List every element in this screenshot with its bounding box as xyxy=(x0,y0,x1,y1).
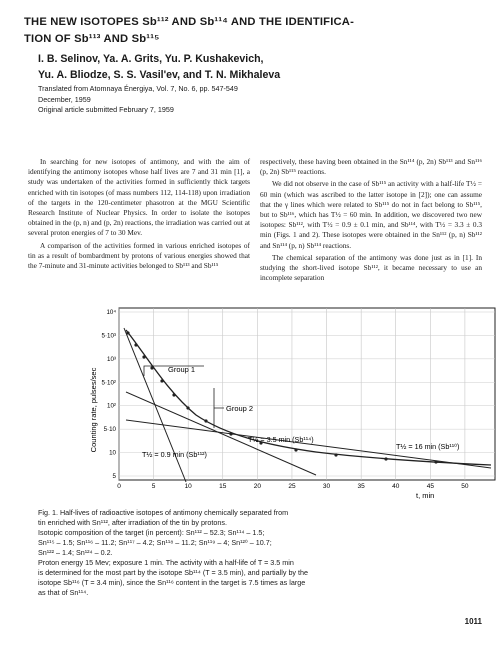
half-life-label-3.5: T½ = 3.5 min (Sb¹¹⁴) xyxy=(248,435,314,444)
left-column xyxy=(28,157,250,273)
x-tick-label: 20 xyxy=(253,483,261,490)
x-axis-ticks xyxy=(117,483,469,490)
authors-line-2: Yu. A. Bliodze, S. S. Vasil'ev, and T. N. Mikhaleva xyxy=(38,69,281,81)
x-axis-label: t, min xyxy=(416,491,435,500)
y-axis-label: Counting rate, pulses/sec xyxy=(89,367,98,453)
y-tick-label: 5·10 xyxy=(103,426,116,434)
x-tick-label: 0 xyxy=(117,483,121,490)
figure-1 xyxy=(86,300,500,505)
data-point xyxy=(334,453,337,456)
data-point xyxy=(172,393,175,396)
half-life-label-16: T½ = 16 min (Sb¹¹⁰) xyxy=(396,442,460,451)
paragraph: We did not observe in the case of Sb¹¹⁵ an activity with a half-life T½ = 60 min (which was ascribed to the latter isotope in [2]); one can assume that the γ lines which were related to Sb¹¹⁵ do not in fact belong to Sb¹¹⁵, but to Sb¹¹⁶, which has T½ = 60 min. In addition, we discovered two new isotopes: Sb¹¹², with T½ = 0.9 ± 0.1 min, and Sb¹¹⁴, with T½ = 3.3 ± 0.3 min (Figs. 1 and 2). These isotopes were obtained in the Sn¹¹² (p, n) Sb¹¹² and Sn¹¹⁴ (p, n) Sb¹¹⁴ reactions. xyxy=(260,179,482,250)
x-tick-label: 50 xyxy=(461,483,469,490)
x-tick-label: 45 xyxy=(426,483,434,490)
component-line-3.5min xyxy=(126,392,316,475)
data-point xyxy=(204,419,207,422)
x-tick-label: 25 xyxy=(288,483,296,490)
data-point xyxy=(134,343,137,346)
y-tick-label: 10² xyxy=(107,402,116,410)
translation-note: Translated from Atomnaya Énergiya, Vol. 7, No. 6, pp. 547-549 xyxy=(38,84,238,93)
paragraph: A comparison of the activities formed in various enriched isotopes of tin as a result of bombardment by protons of various energies showed that the 7-minute and 31-minute activities belonged to Sb¹¹³ and Sb¹¹⁵ xyxy=(28,240,250,271)
data-point xyxy=(384,457,387,460)
y-tick-label: 5·10² xyxy=(101,379,116,387)
authors-line-1: I. B. Selinov, Ya. A. Grits, Yu. P. Kushakevich, xyxy=(38,53,264,65)
group-2-bracket xyxy=(214,388,224,428)
title-line-1: THE NEW ISOTOPES Sb¹¹² AND Sb¹¹⁴ AND THE IDENTIFICA- xyxy=(24,16,355,28)
data-point xyxy=(160,379,163,382)
article-meta xyxy=(38,84,478,116)
y-tick-label: 5·10³ xyxy=(101,332,116,340)
caption-line: isotope Sb¹¹⁶ (T = 3.4 min), since the Sn¹¹⁶ content in the target is 7.5 times as large xyxy=(38,578,306,587)
data-point xyxy=(294,448,297,451)
x-tick-label: 35 xyxy=(357,483,365,490)
data-point xyxy=(186,406,189,409)
author-list xyxy=(38,51,488,83)
caption-line: as that of Sn¹¹⁴. xyxy=(38,588,89,597)
x-tick-label: 5 xyxy=(151,483,156,490)
caption-line: tin enriched with Sn¹¹², after irradiation of the tin by protons. xyxy=(38,518,227,527)
group-1-label: Group 1 xyxy=(168,365,196,374)
issue-date: December, 1959 xyxy=(38,94,91,104)
y-tick-label: 5 xyxy=(112,473,116,480)
x-tick-label: 10 xyxy=(184,483,192,490)
submission-note: Original article submitted February 7, 1959 xyxy=(38,105,174,114)
x-tick-label: 30 xyxy=(322,483,331,490)
x-tick-label: 15 xyxy=(219,483,227,490)
data-point xyxy=(142,355,145,358)
group-2-label: Group 2 xyxy=(226,404,254,413)
paragraph: In searching for new isotopes of antimony, and with the aim of identifying the antimony isotopes whose half lives are 7 and 31 min [1], a study was undertaken of the activities formed in sufficiently thick targets enriched with tin isotopes (of mass numbers 112, 114-118) upon irradiation of the targets in the 120-centimeter phasotron at the MGU Scientific Research Institute of Nuclear Physics. In order to isolate the isotopes obtained in the (p, n) and (p, 2n) reactions, the irradiation was carried out at several proton energies of 7 to 30 Mev. xyxy=(28,157,250,238)
y-axis-ticks xyxy=(102,309,117,480)
y-tick-label: 10⁴ xyxy=(106,309,116,316)
page-number: 1011 xyxy=(464,617,482,626)
y-tick-label: 10³ xyxy=(107,355,116,363)
x-tick-label: 40 xyxy=(392,483,400,490)
article-title xyxy=(24,14,484,48)
right-column xyxy=(260,157,482,285)
figure-caption xyxy=(38,508,478,598)
y-tick-label: 10 xyxy=(109,449,116,457)
title-line-2: TION OF Sb¹¹³ AND Sb¹¹⁵ xyxy=(24,33,160,45)
data-point xyxy=(150,366,153,369)
paragraph: respectively, these having been obtained in the Sn¹¹⁴ (p, 2n) Sb¹¹³ and Sn¹¹⁶ (p, 2n) Sb¹¹⁵ reactions. xyxy=(260,157,482,177)
paragraph: The chemical separation of the antimony was done just as in [1]. In studying the short-lived isotope Sb¹¹², it became necessary to use an incomplete separation xyxy=(260,252,482,283)
caption-line: Fig. 1. Half-lives of radioactive isotopes of antimony chemically separated from xyxy=(38,508,289,517)
caption-line: is determined for the most part by the isotope Sb¹¹⁴ (T = 3.5 min), and partially by the xyxy=(38,568,309,577)
caption-line: Isotopic composition of the target (in percent): Sn¹¹² – 52.3; Sn¹¹⁴ – 1.5; xyxy=(38,528,265,537)
caption-line: Sn¹²² – 1.4; Sn¹²⁴ – 0.2. xyxy=(38,548,113,557)
half-life-label-0.9: T½ = 0.9 min (Sb¹¹²) xyxy=(142,450,207,459)
caption-line: Sn¹¹⁵ – 1.5; Sn¹¹⁶ – 11.2; Sn¹¹⁷ – 4.2; Sn¹¹⁸ – 11.2; Sn¹¹⁹ – 4; Sn¹²⁰ – 10.7; xyxy=(38,538,272,547)
caption-line: Proton energy 15 Mev; exposure 1 min. The activity with a half-life of T = 3.5 min xyxy=(38,558,294,567)
decay-plot xyxy=(86,300,500,505)
